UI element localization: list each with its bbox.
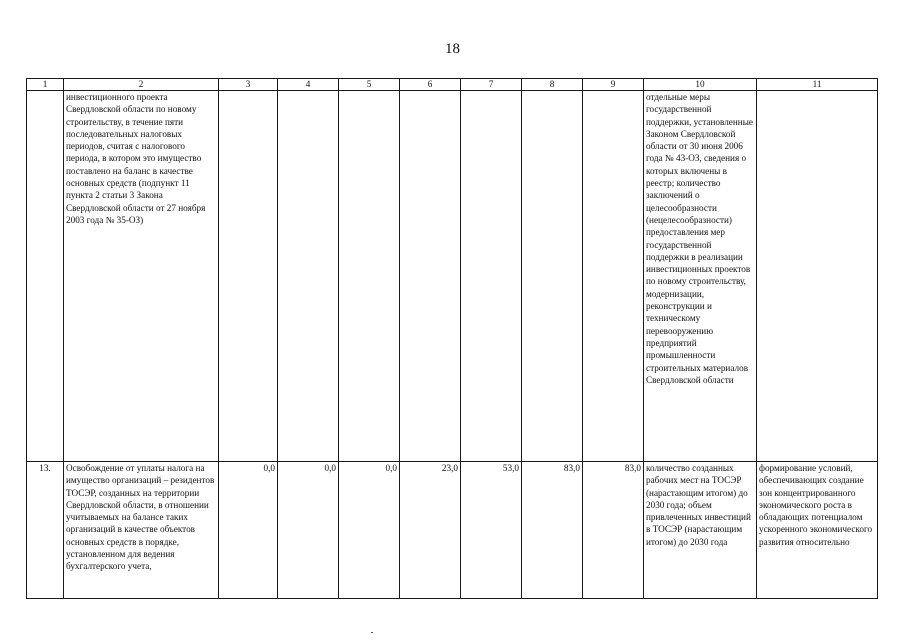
value-cell: 0,0 bbox=[278, 462, 339, 599]
value-cell: 83,0 bbox=[522, 462, 583, 599]
scan-speck bbox=[371, 632, 373, 633]
column-header: 8 bbox=[522, 79, 583, 91]
value-cell: 0,0 bbox=[219, 462, 278, 599]
column-header: 7 bbox=[461, 79, 522, 91]
indicator-cell: отдельные меры государственной поддержки, установленные Законом Свердловской области от 30 июня 2006 года № 43-ОЗ, сведения о которых включены в реестр; количество заключений о целесообразности (нецелесообразности) предоставления мер государственной поддержки в реализации инвестиционных проектов по новому строительству, модернизации, реконструкции и техническому перевооружению предприятий промышленности строительных материалов Свердловской области bbox=[644, 91, 757, 462]
indicator-table bbox=[26, 78, 878, 599]
value-cell bbox=[278, 91, 339, 462]
value-cell bbox=[583, 91, 644, 462]
column-header: 3 bbox=[219, 79, 278, 91]
value-cell bbox=[522, 91, 583, 462]
table-row bbox=[27, 462, 878, 599]
column-header: 5 bbox=[339, 79, 400, 91]
row-number-cell: 13. bbox=[27, 462, 64, 599]
column-header: 9 bbox=[583, 79, 644, 91]
column-header: 4 bbox=[278, 79, 339, 91]
column-header: 1 bbox=[27, 79, 64, 91]
value-cell: 23,0 bbox=[400, 462, 461, 599]
value-cell bbox=[461, 91, 522, 462]
tax-benefit-description-cell: инвестиционного проекта Свердловской области по новому строительству, в течение пяти последовательных налоговых периодов, считая с налогового периода, в котором это имущество поставлено на баланс в качестве основных средств (подпункт 11 пункта 2 статьи 3 Закона Свердловской области от 27 ноября 2003 года № 35-ОЗ) bbox=[64, 91, 219, 462]
goal-cell bbox=[757, 91, 878, 462]
column-header: 6 bbox=[400, 79, 461, 91]
indicator-cell: количество созданных рабочих мест на ТОСЭР (нарастающим итогом) до 2030 года; объем привлеченных инвестиций в ТОСЭР (нарастающим итогом) до 2030 года bbox=[644, 462, 757, 599]
column-number-row bbox=[27, 79, 878, 91]
column-header: 11 bbox=[757, 79, 878, 91]
value-cell bbox=[400, 91, 461, 462]
goal-cell: формирование условий, обеспечивающих создание зон концентрированного экономического роста в обладающих потенциалом ускоренного экономического развития относительно bbox=[757, 462, 878, 599]
value-cell: 0,0 bbox=[339, 462, 400, 599]
row-number-cell bbox=[27, 91, 64, 462]
value-cell bbox=[219, 91, 278, 462]
page-number: 18 bbox=[445, 41, 460, 57]
value-cell: 53,0 bbox=[461, 462, 522, 599]
column-header: 2 bbox=[64, 79, 219, 91]
value-cell bbox=[339, 91, 400, 462]
value-cell: 83,0 bbox=[583, 462, 644, 599]
column-header: 10 bbox=[644, 79, 757, 91]
tax-benefit-description-cell: Освобождение от уплаты налога на имущество организаций – резидентов ТОСЭР, созданных на территории Свердловской области, в отношении учитываемых на балансе таких организаций в качестве объектов основных средств в порядке, установленном для ведения бухгалтерского учета, bbox=[64, 462, 219, 599]
table-row bbox=[27, 91, 878, 462]
